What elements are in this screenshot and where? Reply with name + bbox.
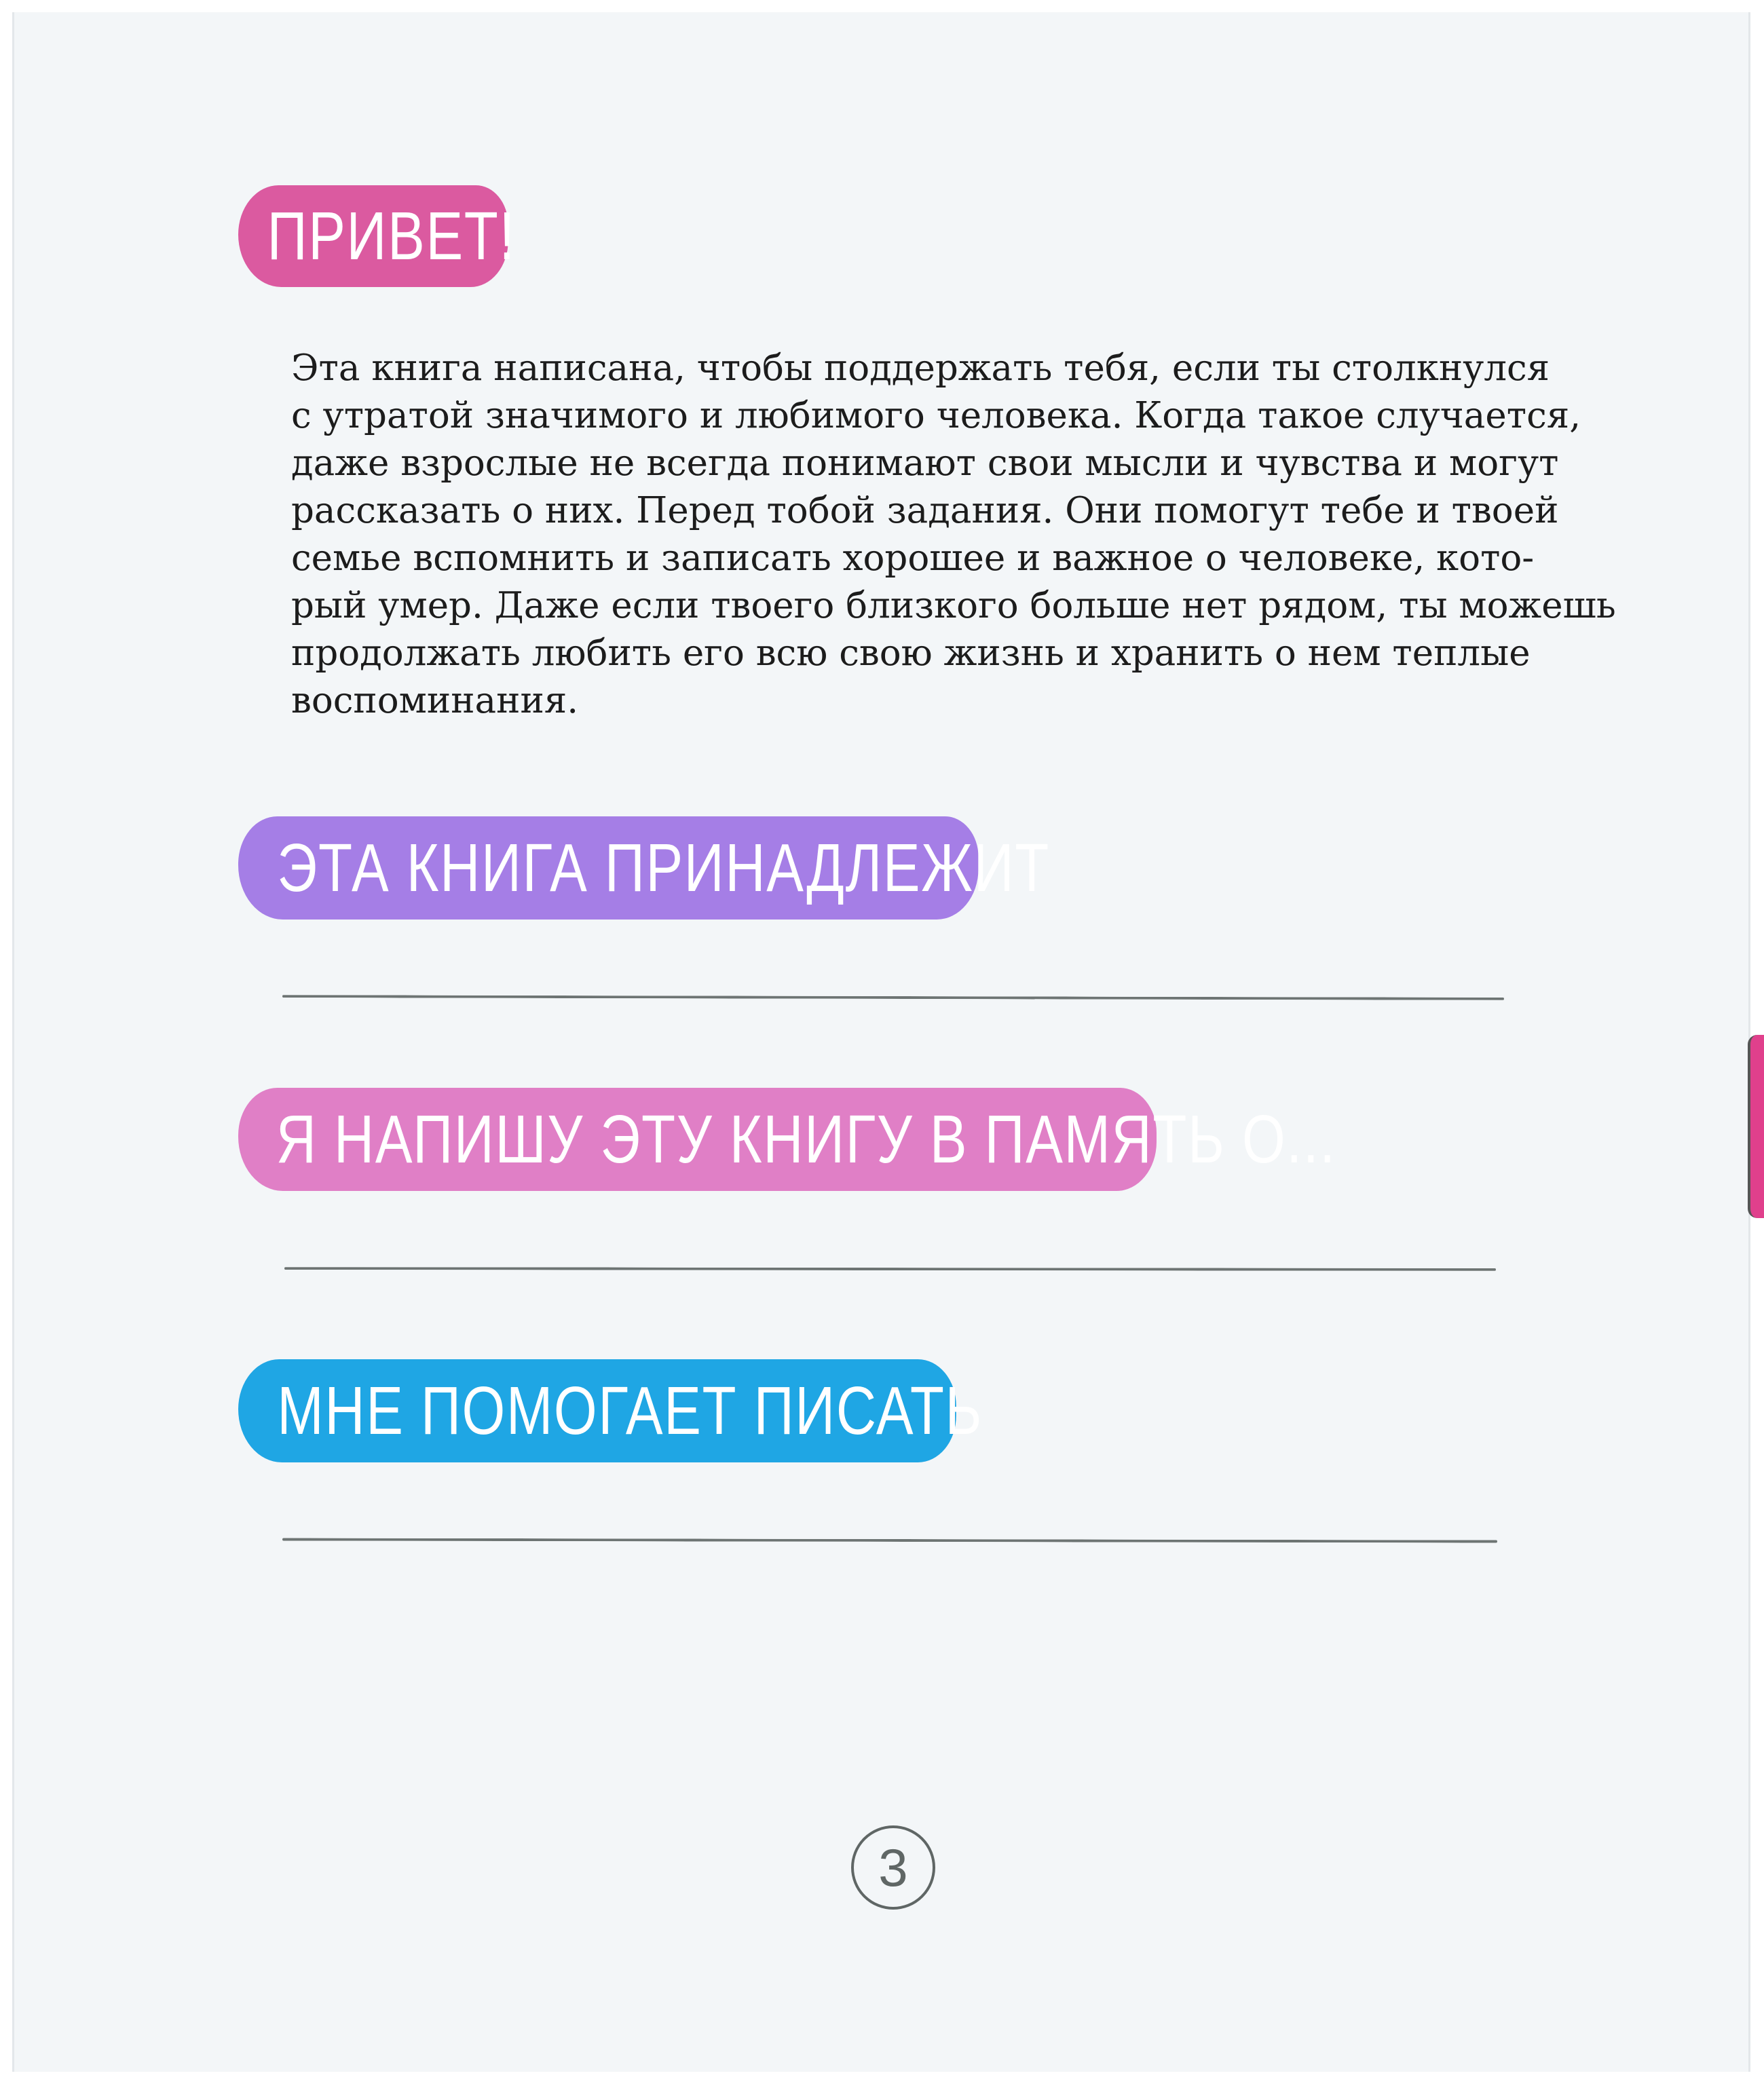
intro-line: даже взрослые не всегда понимают свои мысли и чувства и могут: [291, 442, 1559, 484]
intro-line: рассказать о них. Перед тобой задания. Они помогут тебе и твоей: [291, 490, 1559, 531]
memory-write-line[interactable]: [284, 1267, 1496, 1271]
page-number: 3: [878, 1837, 908, 1897]
intro-line: воспоминания.: [291, 680, 579, 721]
heading-hello-badge: [238, 185, 516, 287]
intro-line: семье вспомнить и записать хорошее и важное о человеке, кото-: [291, 537, 1535, 579]
intro-line: с утратой значимого и любимого человека. Когда такое случается,: [291, 395, 1581, 436]
book-page: [12, 12, 1750, 2072]
page-number-circle: [851, 1825, 935, 1910]
memory-label-badge: [238, 1088, 1336, 1191]
owner-write-line[interactable]: [282, 995, 1504, 1000]
helper-label-badge: [238, 1359, 983, 1462]
next-page-edge-marker: [1748, 1035, 1764, 1218]
intro-line: продолжать любить его всю свою жизнь и хранить о нем теплые: [291, 632, 1531, 674]
intro-paragraph: [291, 345, 1616, 725]
memory-label: Я НАПИШУ ЭТУ КНИГУ В ПАМЯТЬ О...: [276, 1101, 1336, 1177]
intro-line: Эта книга написана, чтобы поддержать тебя, если ты столкнулся: [291, 347, 1550, 389]
owner-label: ЭТА КНИГА ПРИНАДЛЕЖИТ: [277, 829, 1050, 906]
owner-label-badge: [238, 816, 1050, 920]
intro-line: рый умер. Даже если твоего близкого больше нет рядом, ты можешь: [291, 585, 1616, 626]
helper-write-line[interactable]: [282, 1538, 1497, 1542]
heading-hello: ПРИВЕТ!: [267, 197, 516, 274]
helper-label: МНЕ ПОМОГАЕТ ПИСАТЬ: [277, 1372, 983, 1449]
